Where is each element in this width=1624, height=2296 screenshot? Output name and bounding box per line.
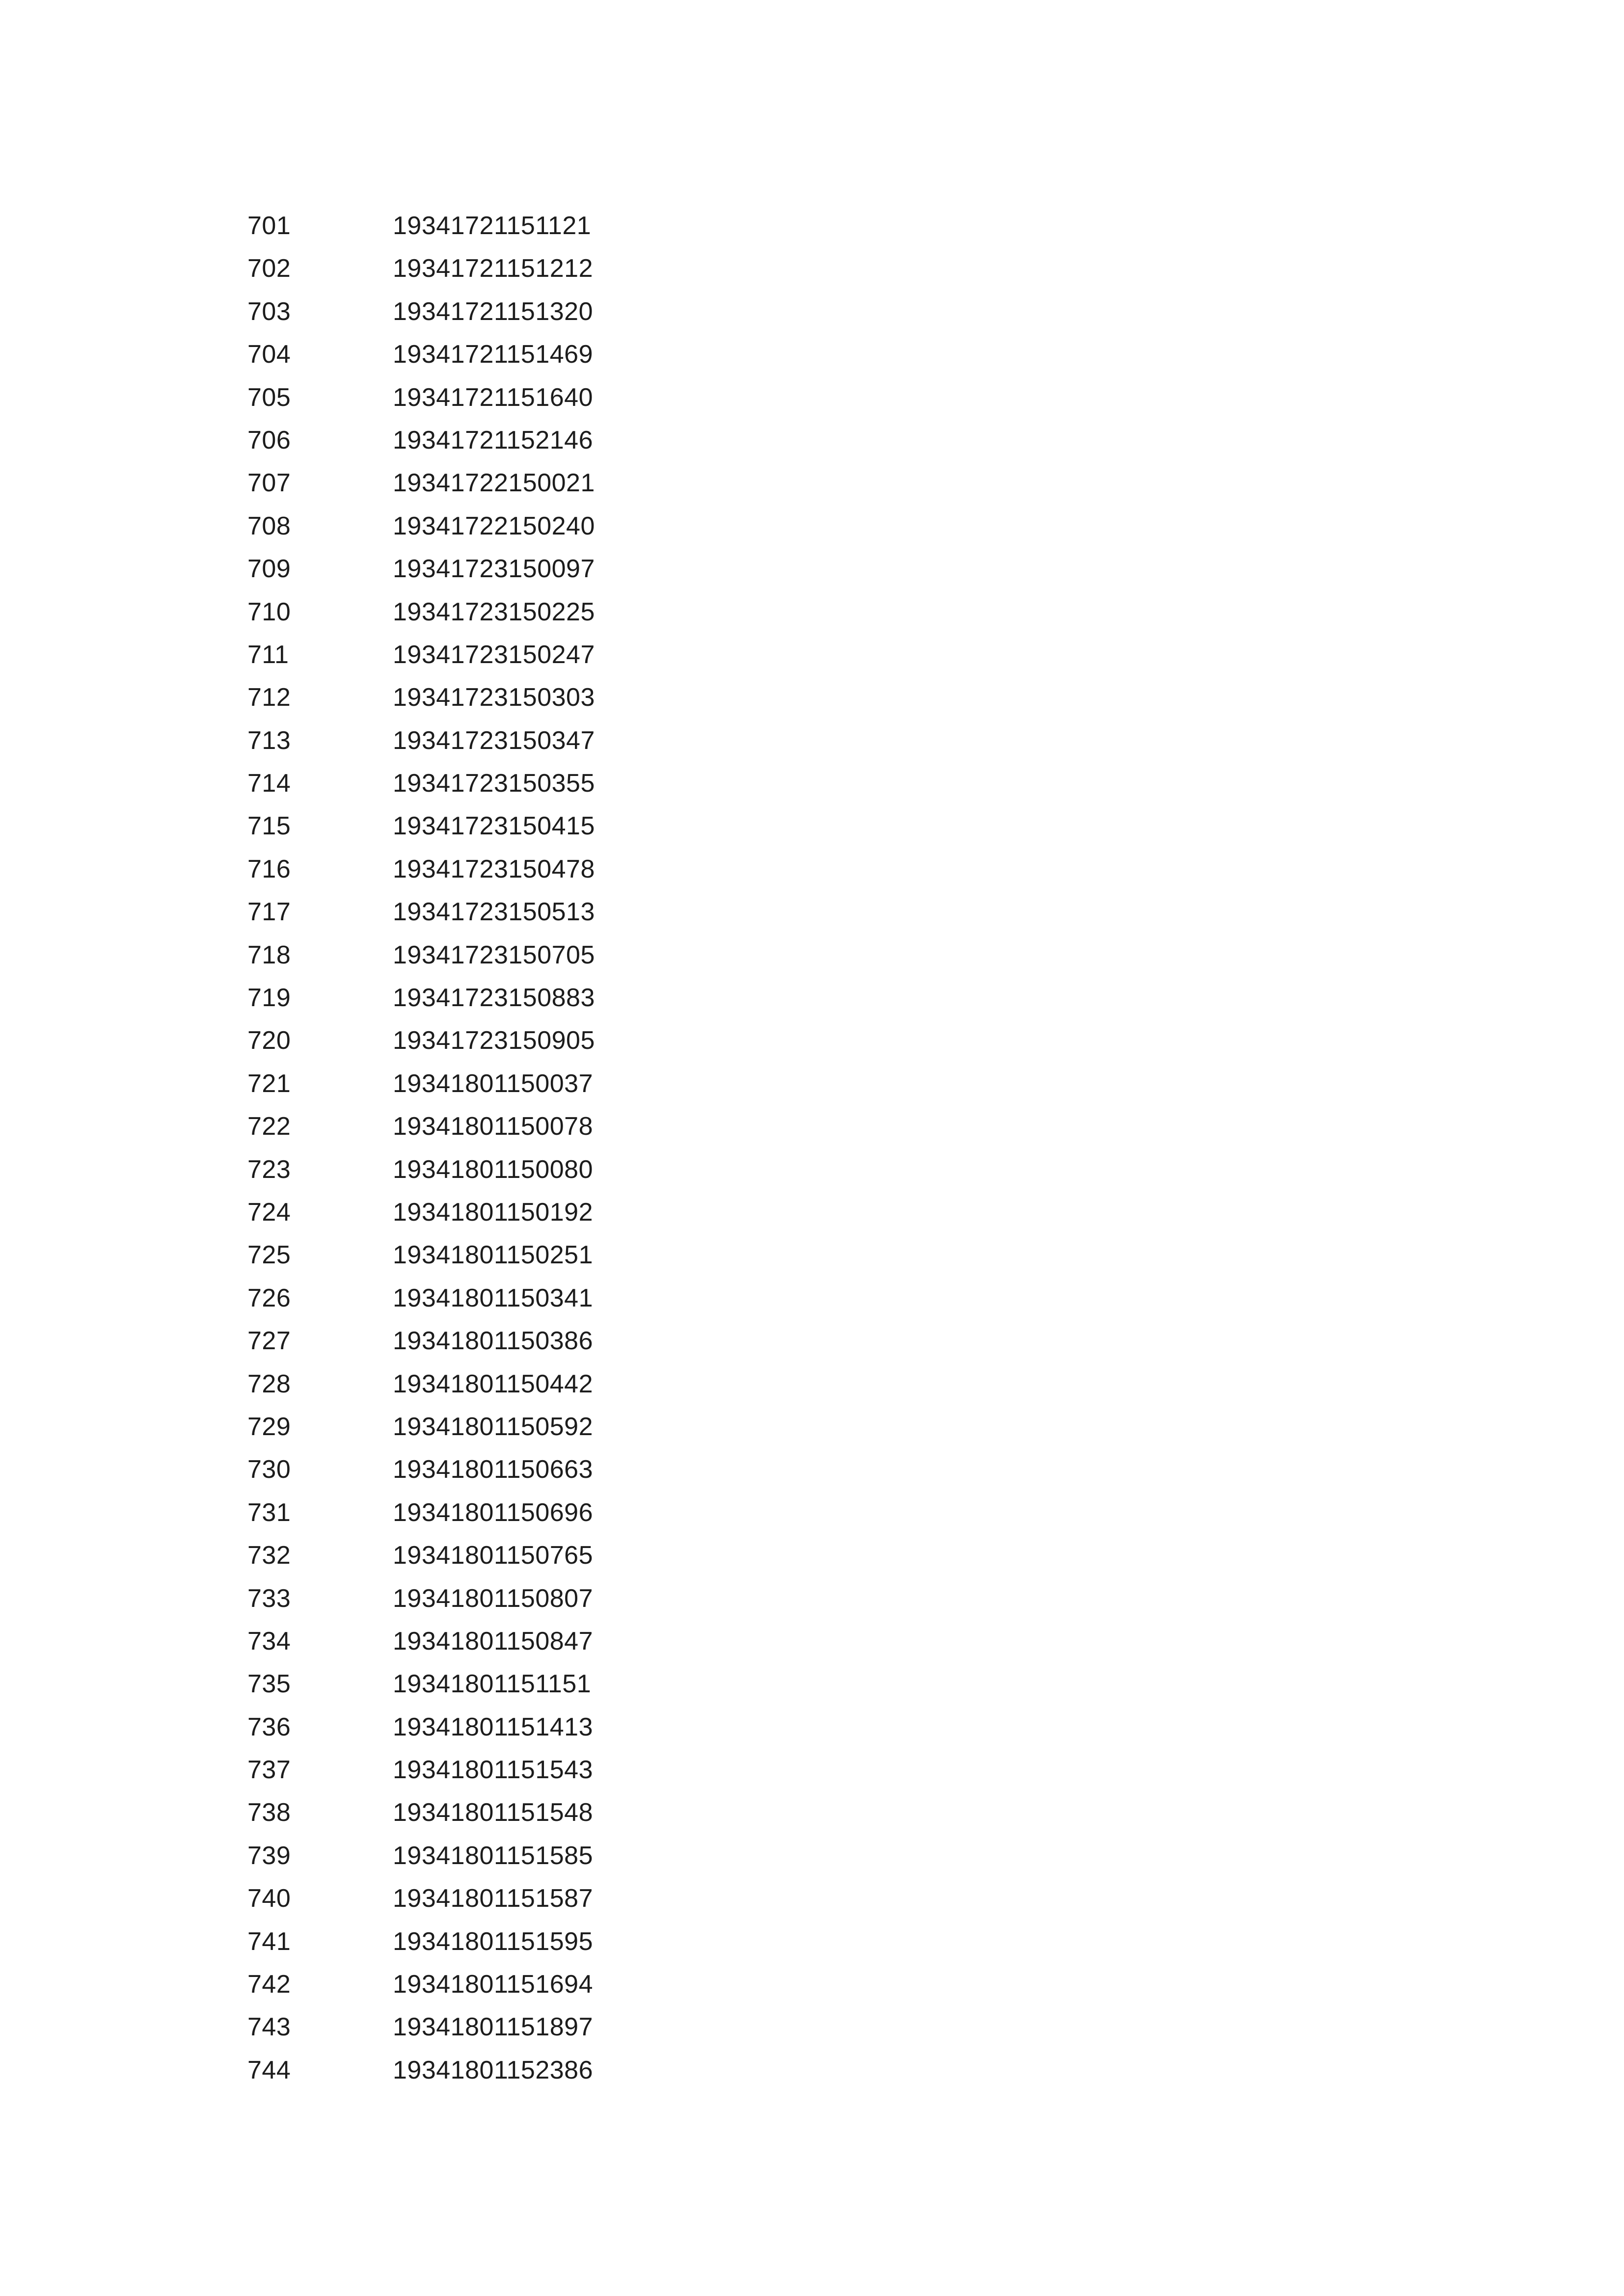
row-code: 19341801150765 xyxy=(393,1541,594,1570)
row-code: 19341723150513 xyxy=(393,898,595,927)
row-code: 19341801150847 xyxy=(393,1627,594,1655)
row-number: 740 xyxy=(247,1884,291,1913)
row-code: 19341801150341 xyxy=(393,1283,594,1312)
row-number: 726 xyxy=(247,1283,291,1312)
row-code: 19341723150225 xyxy=(393,597,595,626)
row-number: 733 xyxy=(247,1584,291,1613)
row-code: 19341801150386 xyxy=(393,1327,594,1356)
list-row xyxy=(247,419,935,462)
list-row xyxy=(247,1492,935,1534)
row-number: 703 xyxy=(247,297,291,326)
row-number: 728 xyxy=(247,1369,291,1398)
row-code: 19341801151543 xyxy=(393,1756,594,1785)
list-row xyxy=(247,333,935,376)
row-number: 720 xyxy=(247,1026,291,1055)
row-number: 710 xyxy=(247,597,291,626)
list-row xyxy=(247,1706,935,1749)
row-code: 19341801150037 xyxy=(393,1069,594,1098)
row-number: 744 xyxy=(247,2056,291,2084)
list-row xyxy=(247,634,935,676)
list-row xyxy=(247,1877,935,1920)
row-number: 727 xyxy=(247,1327,291,1356)
row-number: 716 xyxy=(247,854,291,883)
list-row xyxy=(247,591,935,634)
list-row xyxy=(247,848,935,891)
row-number: 723 xyxy=(247,1155,291,1184)
list-row xyxy=(247,376,935,419)
list-row xyxy=(247,1620,935,1663)
list-row xyxy=(247,676,935,719)
row-code: 19341801150192 xyxy=(393,1198,594,1227)
row-number: 708 xyxy=(247,511,291,540)
row-code: 19341723150247 xyxy=(393,640,595,669)
row-code: 19341721151640 xyxy=(393,383,594,412)
row-number: 702 xyxy=(247,254,291,283)
row-number: 704 xyxy=(247,340,291,369)
list-row xyxy=(247,2006,935,2049)
row-code: 19341722150021 xyxy=(393,469,595,498)
list-row xyxy=(247,1534,935,1577)
list-row xyxy=(247,205,935,247)
row-code: 19341723150883 xyxy=(393,984,595,1013)
row-code: 19341801151585 xyxy=(393,1841,594,1870)
list-row xyxy=(247,934,935,977)
row-code: 19341801150251 xyxy=(393,1241,594,1270)
row-number: 743 xyxy=(247,2013,291,2042)
row-code: 19341801150078 xyxy=(393,1112,594,1141)
list-row xyxy=(247,1105,935,1148)
row-number: 731 xyxy=(247,1498,291,1527)
row-code: 19341723150415 xyxy=(393,812,595,841)
row-number: 705 xyxy=(247,383,291,412)
row-number: 709 xyxy=(247,555,291,584)
row-number: 717 xyxy=(247,898,291,927)
list-row xyxy=(247,1749,935,1791)
list-row xyxy=(247,977,935,1019)
row-code: 19341723150347 xyxy=(393,726,595,755)
row-number: 729 xyxy=(247,1412,291,1441)
list-row xyxy=(247,891,935,934)
row-number: 734 xyxy=(247,1627,291,1655)
row-number: 719 xyxy=(247,984,291,1013)
list-row xyxy=(247,1277,935,1320)
list-row xyxy=(247,1148,935,1191)
list-row xyxy=(247,291,935,333)
list-row xyxy=(247,247,935,290)
list-row xyxy=(247,1835,935,1877)
list-row xyxy=(247,1234,935,1277)
row-number: 725 xyxy=(247,1241,291,1270)
row-code: 19341801151151 xyxy=(393,1670,592,1699)
row-code: 19341723150478 xyxy=(393,854,595,883)
row-code: 19341801150807 xyxy=(393,1584,594,1613)
row-number: 741 xyxy=(247,1927,291,1956)
list-row xyxy=(247,805,935,848)
list-row xyxy=(247,1019,935,1062)
list-row xyxy=(247,1320,935,1362)
row-code: 19341723150097 xyxy=(393,555,595,584)
list-row xyxy=(247,548,935,590)
row-number: 730 xyxy=(247,1455,291,1484)
row-code: 19341723150705 xyxy=(393,940,595,969)
list-row xyxy=(247,1791,935,1834)
row-code: 19341801151595 xyxy=(393,1927,594,1956)
list-row xyxy=(247,1191,935,1234)
row-code: 19341723150905 xyxy=(393,1026,595,1055)
list-row xyxy=(247,1063,935,1105)
row-number: 707 xyxy=(247,469,291,498)
row-number: 732 xyxy=(247,1541,291,1570)
list-row xyxy=(247,1406,935,1448)
row-code: 19341723150303 xyxy=(393,683,595,712)
row-number: 701 xyxy=(247,212,291,240)
row-number: 713 xyxy=(247,726,291,755)
list-row xyxy=(247,720,935,762)
row-code: 19341801150663 xyxy=(393,1455,594,1484)
row-number: 721 xyxy=(247,1069,291,1098)
row-code: 19341801150442 xyxy=(393,1369,594,1398)
row-number: 711 xyxy=(247,640,289,669)
row-code: 19341723150355 xyxy=(393,769,595,798)
row-code: 19341801150592 xyxy=(393,1412,594,1441)
row-number: 735 xyxy=(247,1670,291,1699)
row-number: 739 xyxy=(247,1841,291,1870)
row-code: 19341801151413 xyxy=(393,1712,594,1741)
row-code: 19341801151587 xyxy=(393,1884,594,1913)
row-code: 19341722150240 xyxy=(393,511,595,540)
row-code: 19341801151897 xyxy=(393,2013,594,2042)
row-code: 19341801151694 xyxy=(393,1970,594,1999)
row-number: 714 xyxy=(247,769,291,798)
row-number: 715 xyxy=(247,812,291,841)
row-code: 19341721151212 xyxy=(393,254,594,283)
row-number: 718 xyxy=(247,940,291,969)
row-number: 738 xyxy=(247,1798,291,1827)
list-row xyxy=(247,1921,935,1963)
row-code: 19341721151320 xyxy=(393,297,594,326)
row-number: 742 xyxy=(247,1970,291,1999)
number-list xyxy=(247,205,935,2092)
row-code: 19341721151469 xyxy=(393,340,594,369)
list-row xyxy=(247,1363,935,1406)
row-code: 19341801150696 xyxy=(393,1498,594,1527)
list-row xyxy=(247,2049,935,2092)
list-row xyxy=(247,505,935,548)
row-number: 736 xyxy=(247,1712,291,1741)
row-code: 19341721151121 xyxy=(393,212,592,240)
row-number: 722 xyxy=(247,1112,291,1141)
list-row xyxy=(247,1577,935,1620)
row-code: 19341801150080 xyxy=(393,1155,594,1184)
list-row xyxy=(247,462,935,505)
row-number: 724 xyxy=(247,1198,291,1227)
row-code: 19341721152146 xyxy=(393,426,594,454)
list-row xyxy=(247,1663,935,1706)
row-code: 19341801151548 xyxy=(393,1798,594,1827)
list-row xyxy=(247,1448,935,1491)
row-code: 19341801152386 xyxy=(393,2056,594,2084)
row-number: 737 xyxy=(247,1756,291,1785)
list-row xyxy=(247,762,935,805)
row-number: 712 xyxy=(247,683,291,712)
list-row xyxy=(247,1963,935,2006)
row-number: 706 xyxy=(247,426,291,454)
